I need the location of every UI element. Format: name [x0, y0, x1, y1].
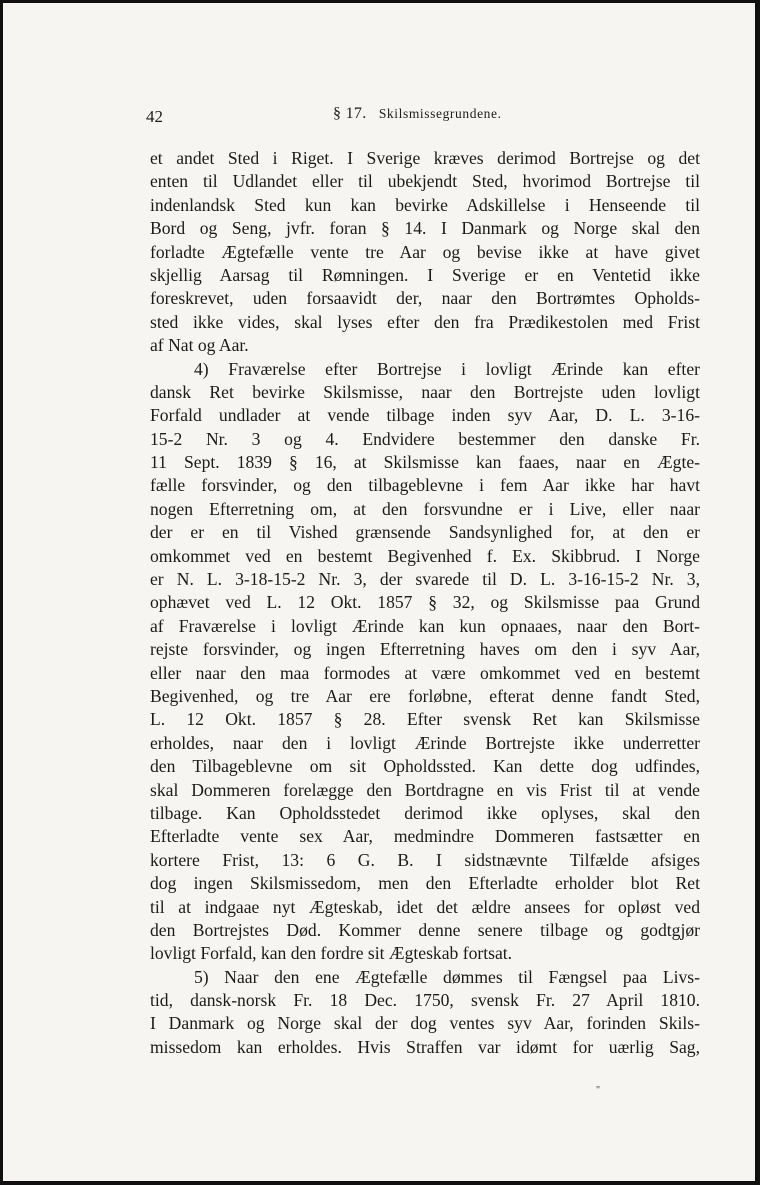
text-line: tilbage. Kan Opholdsstedet derimod ikke oplyses, skal den: [150, 802, 700, 823]
text-line: 11 Sept. 1839 § 16, at Skilsmisse kan faaes, naar en Ægte-: [150, 452, 700, 473]
text-line: sted ikke vides, skal lyses efter den fra Prædikestolen med Frist: [150, 311, 700, 332]
text-line: der er en til Vished grænsende Sandsynlighed for, at den er: [150, 522, 700, 543]
text-line: er N. L. 3-18-15-2 Nr. 3, der svarede til D. L. 3-16-15-2 Nr. 3,: [150, 569, 700, 590]
text-line: rejste forsvinder, og ingen Efterretning haves om den i syv Aar,: [150, 639, 700, 660]
running-head: [333, 105, 502, 123]
stray-mark: ": [596, 1085, 601, 1096]
text-line: Forfald undlader at vende tilbage inden syv Aar, D. L. 3-16-: [150, 405, 700, 426]
text-line: af Nat og Aar.: [150, 335, 249, 356]
text-line: erholdes, naar den i lovligt Ærinde Bortrejste ikke underretter: [150, 732, 700, 753]
body-text: [150, 147, 700, 1059]
text-line: enten til Udlandet eller til ubekjendt Sted, hvorimod Bortrejse til: [150, 171, 700, 192]
text-line: den Bortrejstes Død. Kommer denne senere tilbage og godtgjør: [150, 919, 700, 940]
text-line: L. 12 Okt. 1857 § 28. Efter svensk Ret kan Skilsmisse: [150, 709, 700, 730]
text-line: indenlandsk Sted kun kan bevirke Adskillelse i Henseende til: [150, 194, 700, 215]
text-line: dansk Ret bevirke Skilsmisse, naar den Bortrejste uden lovligt: [150, 381, 700, 402]
text-line: 5) Naar den ene Ægtefælle dømmes til Fængsel paa Livs-: [194, 966, 700, 987]
text-line: tid, dansk-norsk Fr. 18 Dec. 1750, svensk Fr. 27 April 1810.: [150, 990, 700, 1011]
text-line: omkommet ved en bestemt Begivenhed f. Ex. Skibbrud. I Norge: [150, 545, 700, 566]
text-line: 15-2 Nr. 3 og 4. Endvidere bestemmer den danske Fr.: [150, 428, 700, 449]
text-line: lovligt Forfald, kan den fordre sit Ægteskab fortsat.: [150, 943, 513, 964]
text-line: forladte Ægtefælle vente tre Aar og bevise ikke at have givet: [150, 241, 700, 262]
text-line: missedom kan erholdes. Hvis Straffen var idømt for uærlig Sag,: [150, 1036, 700, 1057]
text-line: foreskrevet, uden forsaavidt der, naar den Bortrømtes Opholds-: [150, 288, 700, 309]
text-line: nogen Efterretning om, at den forsvundne er i Live, eller naar: [150, 498, 700, 519]
text-line: ophævet ved L. 12 Okt. 1857 § 32, og Skilsmisse paa Grund: [150, 592, 700, 613]
text-line: til at indgaae nyt Ægteskab, idet det ældre ansees for opløst ved: [150, 896, 700, 917]
text-line: Bord og Seng, jvfr. foran § 14. I Danmark og Norge skal den: [150, 218, 700, 239]
text-line: et andet Sted i Riget. I Sverige kræves derimod Bortrejse og det: [150, 148, 700, 168]
text-line: fælle forsvinder, og den tilbageblevne i fem Aar ikke har havt: [150, 475, 700, 496]
text-line: af Fraværelse i lovligt Ærinde kan kun opnaaes, naar den Bort-: [150, 615, 700, 636]
text-line: eller naar den maa formodes at være omkommet ved en bestemt: [150, 662, 700, 683]
section-mark: § 17.: [333, 105, 367, 122]
text-line: I Danmark og Norge skal der dog ventes syv Aar, forinden Skils-: [150, 1013, 700, 1034]
text-line: den Tilbageblevne om sit Opholdssted. Kan dette dog udfindes,: [150, 756, 700, 777]
text-line: Efterladte vente sex Aar, medmindre Dommeren fastsætter en: [150, 826, 700, 847]
text-line: dog ingen Skilsmissedom, men den Efterladte erholder blot Ret: [150, 873, 700, 894]
text-line: Begivenhed, og tre Aar ere forløbne, efterat denne fandt Sted,: [150, 685, 700, 706]
page-number: 42: [146, 107, 163, 126]
text-line: 4) Fraværelse efter Bortrejse i lovligt Ærinde kan efter: [194, 358, 700, 379]
book-page: [3, 3, 755, 1181]
text-line: skal Dommeren forelægge den Bortdragne en vis Frist til at vende: [150, 779, 700, 800]
section-title: Skilsmissegrundene.: [378, 106, 502, 121]
text-line: kortere Frist, 13: 6 G. B. I sidstnævnte Tilfælde afsiges: [150, 849, 700, 870]
text-line: skjellig Aarsag til Rømningen. I Sverige er en Ventetid ikke: [150, 264, 700, 285]
